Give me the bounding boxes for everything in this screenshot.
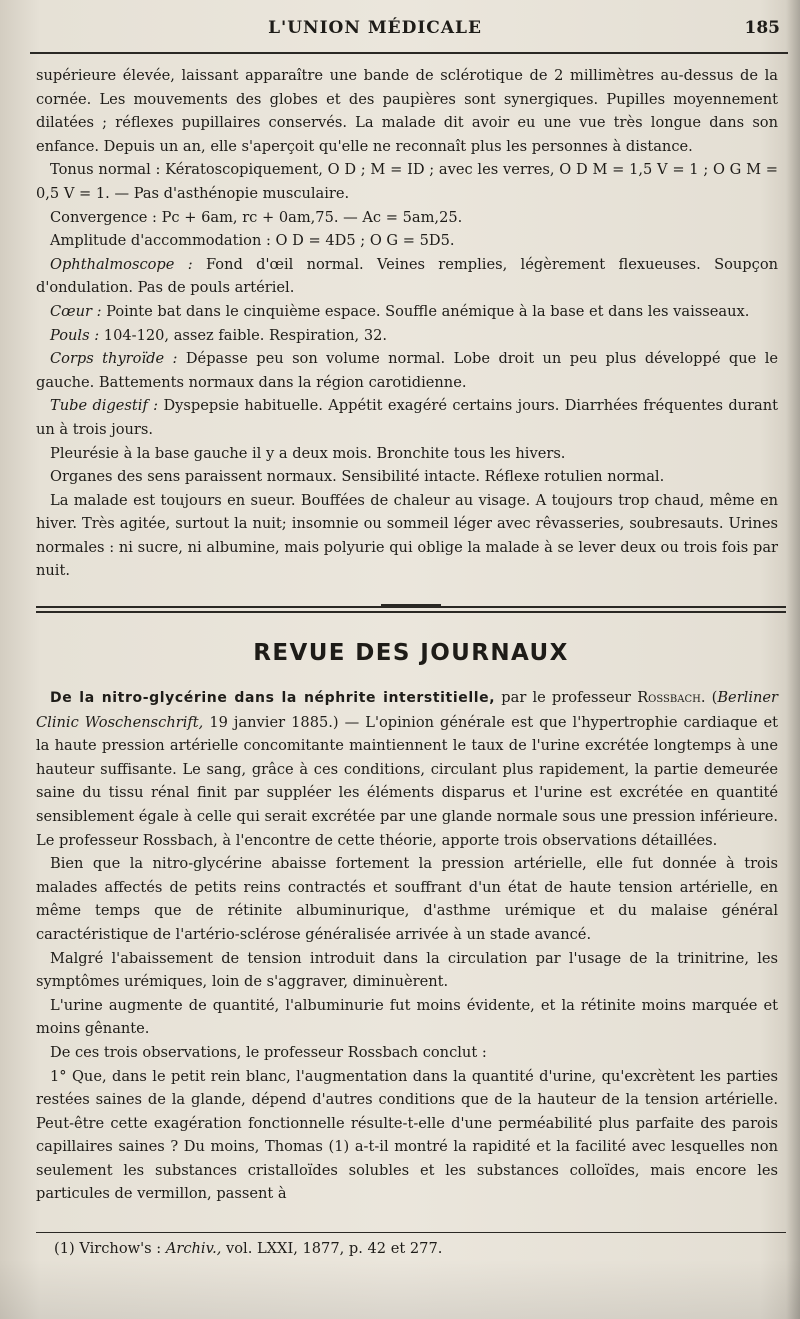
field-label: Cœur : <box>50 302 102 320</box>
paragraph: Pleurésie à la base gauche il y a deux mois. Bronchite tous les hivers. <box>50 444 566 462</box>
field-label: Tube digestif : <box>50 397 159 415</box>
header-rule <box>30 52 788 54</box>
footnote-text: Virchow's : <box>79 1240 162 1257</box>
field-text: Fond d'œil normal. Veines remplies, légèrement flexueuses. Soupçon d'ondulation. Pas de pouls artériel. <box>36 255 779 297</box>
article <box>36 686 778 1206</box>
paragraph: 1° Que, dans le petit rein blanc, l'augmentation dans la quantité d'urine, qu'excrètent les parties restées saines de la glande, dépend d'autres conditions que de la hauteur de la tension artérielle. Peut-être cette exagération fonctionnelle résulte-t-elle d'une perméabilité plus parfaite des parois capillaires saines ? Du moins, Thomas (1) a-t-il montré la rapidité et la facilité avec lesquelles non seulement les substances cristalloïdes solubles et les substances colloïdes, mais encore les particules de vermillon, passent à <box>36 1067 778 1203</box>
page-bottom-shadow <box>0 1259 800 1319</box>
article-date: 19 janvier 1885.) <box>209 713 339 731</box>
section-heading <box>36 638 786 666</box>
field-label: Pouls : <box>50 326 100 344</box>
field-text: 104-120, assez faible. Respiration, 32. <box>103 326 388 344</box>
page-header <box>30 18 780 48</box>
footnote-rule <box>36 1232 786 1233</box>
footnote-text: vol. LXXI, 1877, p. 42 et 277. <box>226 1240 443 1257</box>
case-report <box>36 64 778 583</box>
paragraph <box>36 253 778 300</box>
section-divider <box>36 606 786 613</box>
footnote-journal: Archiv., <box>165 1240 222 1257</box>
paragraph: Amplitude d'accommodation : O D = 4D5 ; O G = 5D5. <box>50 232 455 250</box>
paragraph <box>36 300 778 324</box>
paragraph: Bien que la nitro-glycérine abaisse fortement la pression artérielle, elle fut donnée à trois malades affectés de petits reins contractés et souffrant d'un état de haute tension artérielle, en même temps que de rétinite albuminurique, d'asthme urémique et du malaise général caractéristique de l'artério-sclérose généralisée arrivée à un stade avancé. <box>36 855 778 943</box>
section-heading-text: REVUE DES JOURNAUX <box>253 640 569 666</box>
paragraph <box>36 324 778 348</box>
paragraph: Organes des sens paraissent normaux. Sensibilité intacte. Réflexe rotulien normal. <box>50 468 665 486</box>
field-label: Ophthalmoscope : <box>50 255 193 273</box>
paragraph <box>36 347 778 394</box>
paragraph: De ces trois observations, le professeur Rossbach conclut : <box>50 1043 487 1061</box>
paragraph: Tonus normal : Kératoscopiquement, O D ; M = ID ; avec les verres, O D M = 1,5 V = 1 ; O G M = 0,5 V = 1. — Pas d'asthénopie musculaire. <box>36 161 778 202</box>
paragraph: Convergence : Pc + 6am, rc + 0am,75. — Ac = 5am,25. <box>50 208 463 226</box>
paragraph <box>36 686 778 852</box>
paragraph: L'urine augmente de quantité, l'albuminurie fut moins évidente, et la rétinite moins marquée et moins gênante. <box>36 996 778 1038</box>
field-text: Dyspepsie habituelle. Appétit exagéré certains jours. Diarrhées fréquentes durant un à trois jours. <box>36 397 779 438</box>
paragraph <box>36 394 778 441</box>
article-author: Rossbach. <box>637 689 706 706</box>
paragraph: Malgré l'abaissement de tension introduit dans la circulation par l'usage de la trinitrine, les symptômes urémiques, loin de s'aggraver, diminuèrent. <box>36 949 778 991</box>
article-source: Berliner Clinic Woschenschrift, <box>36 689 779 731</box>
article-byline: par le professeur <box>501 689 632 706</box>
page-edge-shadow <box>786 0 800 1319</box>
citation-paren: ( <box>711 689 718 706</box>
field-text: Pointe bat dans le cinquième espace. Souffle anémique à la base et dans les vaisseaux. <box>106 302 750 320</box>
field-label: Corps thyroïde : <box>50 350 178 368</box>
heading-overline <box>381 604 441 606</box>
article-title: De la nitro-glycérine dans la néphrite interstitielle, <box>50 690 496 706</box>
field-text: Dépasse peu son volume normal. Lobe droit un peu plus développé que le gauche. Battements normaux dans la région carotidienne. <box>36 350 778 391</box>
running-title: L'UNION MÉDICALE <box>268 18 482 38</box>
page-number: 185 <box>744 18 780 38</box>
paragraph: La malade est toujours en sueur. Bouffées de chaleur au visage. A toujours trop chaud, même en hiver. Très agitée, surtout la nuit; insomnie ou sommeil léger avec rêvasseries, soubresauts. Urines normales : ni sucre, ni albumine, mais polyurie qui oblige la malade à se lever deux ou trois fois par nuit. <box>36 491 778 580</box>
footnote-marker: (1) <box>54 1240 75 1257</box>
footnote <box>54 1238 778 1260</box>
paragraph-text: — L'opinion générale est que l'hypertrophie cardiaque et la haute pression artérielle concomitante maintiennent le taux de l'urine excrétée longtemps à une hauteur suffisante. Le sang, grâce à ces conditions, circulant plus rapidement, la partie demeurée saine du tissu rénal finit par suppléer les éléments disparus et l'urine est excrétée en quantité sensiblement égale à celle qui serait excrétée par une glande normale sous une pression inférieure. Le professeur Rossbach, à l'encontre de cette théorie, apporte trois observations détaillées. <box>36 713 778 849</box>
paragraph: supérieure élevée, laissant apparaître une bande de sclérotique de 2 millimètres au-dessus de la cornée. Les mouvements des globes et des paupières sont synergiques. Pupilles moyennement dilatées ; réflexes pupillaires conservés. La malade dit avoir eu une vue très longue dans son enfance. Depuis un an, elle s'aperçoit qu'elle ne reconnaît plus les personnes à distance. <box>36 67 778 155</box>
